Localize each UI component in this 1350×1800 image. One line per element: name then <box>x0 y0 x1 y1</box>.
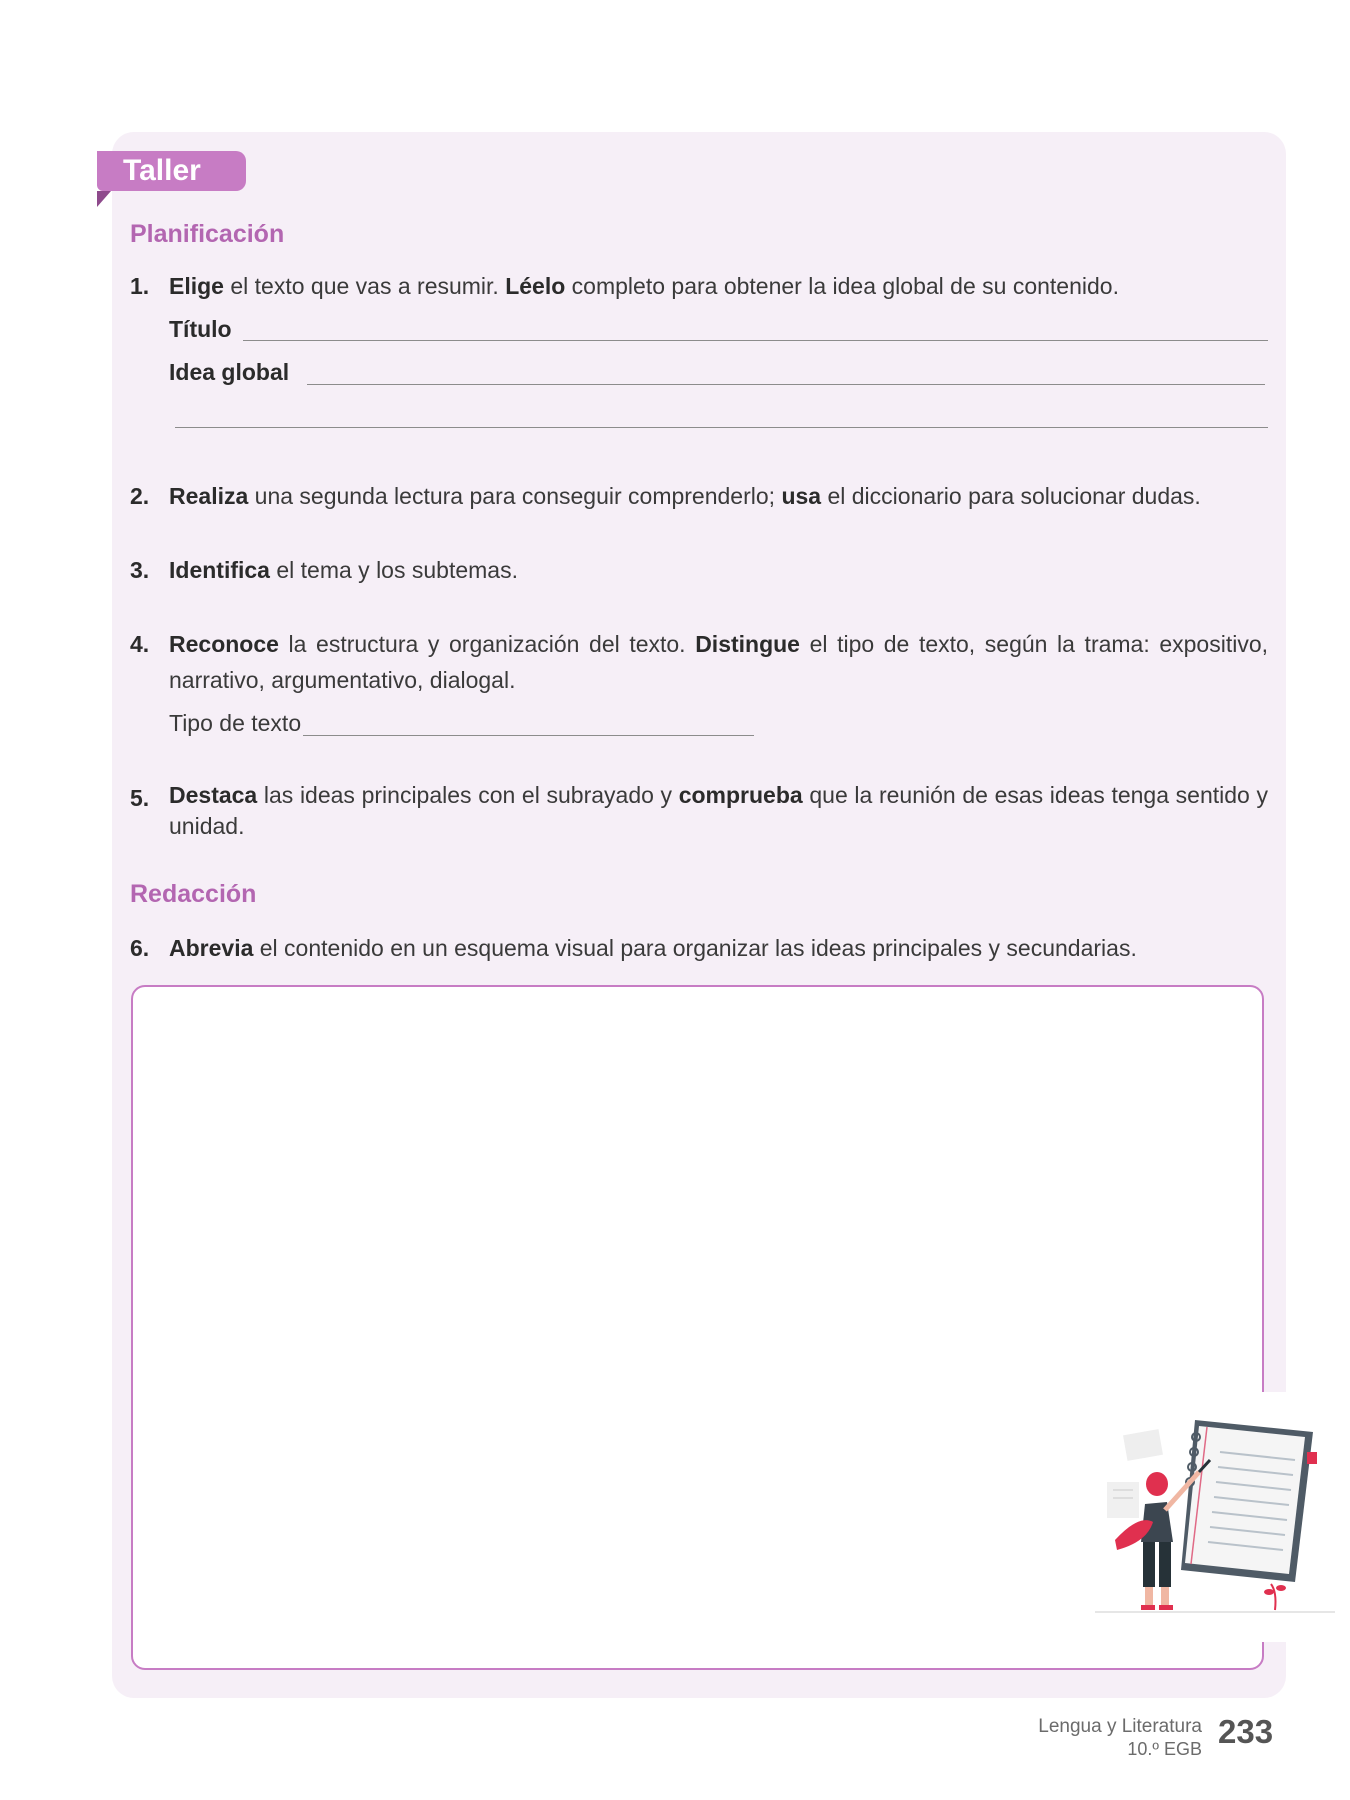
title-answer-line[interactable] <box>243 340 1268 341</box>
verb: Elige <box>169 273 224 299</box>
instruction-3 <box>130 552 1268 588</box>
instruction-1 <box>130 268 1268 304</box>
verb: comprueba <box>678 782 803 808</box>
text: el diccionario para solucionar dudas. <box>821 483 1201 509</box>
verb: Léelo <box>505 273 566 299</box>
text: completo para obtener la idea global de su contenido. <box>565 273 1119 299</box>
verb: Identifica <box>169 557 270 583</box>
woman-writing-notebook-illustration <box>1095 1392 1335 1642</box>
text: el contenido en un esquema visual para organizar las ideas principales y secundarias. <box>253 935 1137 961</box>
instruction-5 <box>130 780 1268 842</box>
verb: Reconoce <box>169 631 279 657</box>
item-number: 2. <box>130 483 150 509</box>
item-number: 3. <box>130 557 150 583</box>
verb: Realiza <box>169 483 249 509</box>
text: las ideas principales con el subrayado y <box>257 782 679 808</box>
footer-subject: Lengua y Literatura <box>1038 1716 1202 1737</box>
instruction-6 <box>130 930 1268 966</box>
writing-heading: Redacción <box>130 880 257 908</box>
text-type-label: Tipo de texto <box>169 710 302 736</box>
item-number: 1. <box>130 273 150 299</box>
text: el tipo de texto, según la trama: expositivo, narrativo, argumentativo, dialogal. <box>169 631 1269 693</box>
page-number: 233 <box>1218 1713 1274 1750</box>
instruction-4 <box>130 626 1268 698</box>
item-number: 6. <box>130 935 150 961</box>
planning-heading: Planificación <box>130 220 285 248</box>
item-number: 5. <box>130 785 150 811</box>
item-number: 4. <box>130 631 150 657</box>
global-idea-answer-line-2[interactable] <box>175 427 1268 428</box>
text-type-answer-line[interactable] <box>303 735 754 736</box>
verb: Abrevia <box>169 935 254 961</box>
global-idea-label: Idea global <box>169 359 290 385</box>
instruction-2 <box>130 478 1268 514</box>
title-label: Título <box>169 316 232 342</box>
workshop-tab: Taller <box>97 151 246 191</box>
global-idea-answer-line[interactable] <box>307 384 1265 385</box>
verb: Distingue <box>695 631 800 657</box>
text: que la reunión de esas ideas tenga sentido y unidad. <box>169 782 1268 839</box>
verb: Destaca <box>169 782 258 808</box>
text: una segunda lectura para conseguir comprenderlo; <box>248 483 782 509</box>
footer-grade: 10.º EGB <box>1127 1739 1202 1759</box>
text: el tema y los subtemas. <box>269 557 518 583</box>
tab-fold <box>97 191 111 207</box>
verb: usa <box>781 483 822 509</box>
text: el texto que vas a resumir. <box>223 273 506 299</box>
text: la estructura y organización del texto. <box>278 631 696 657</box>
